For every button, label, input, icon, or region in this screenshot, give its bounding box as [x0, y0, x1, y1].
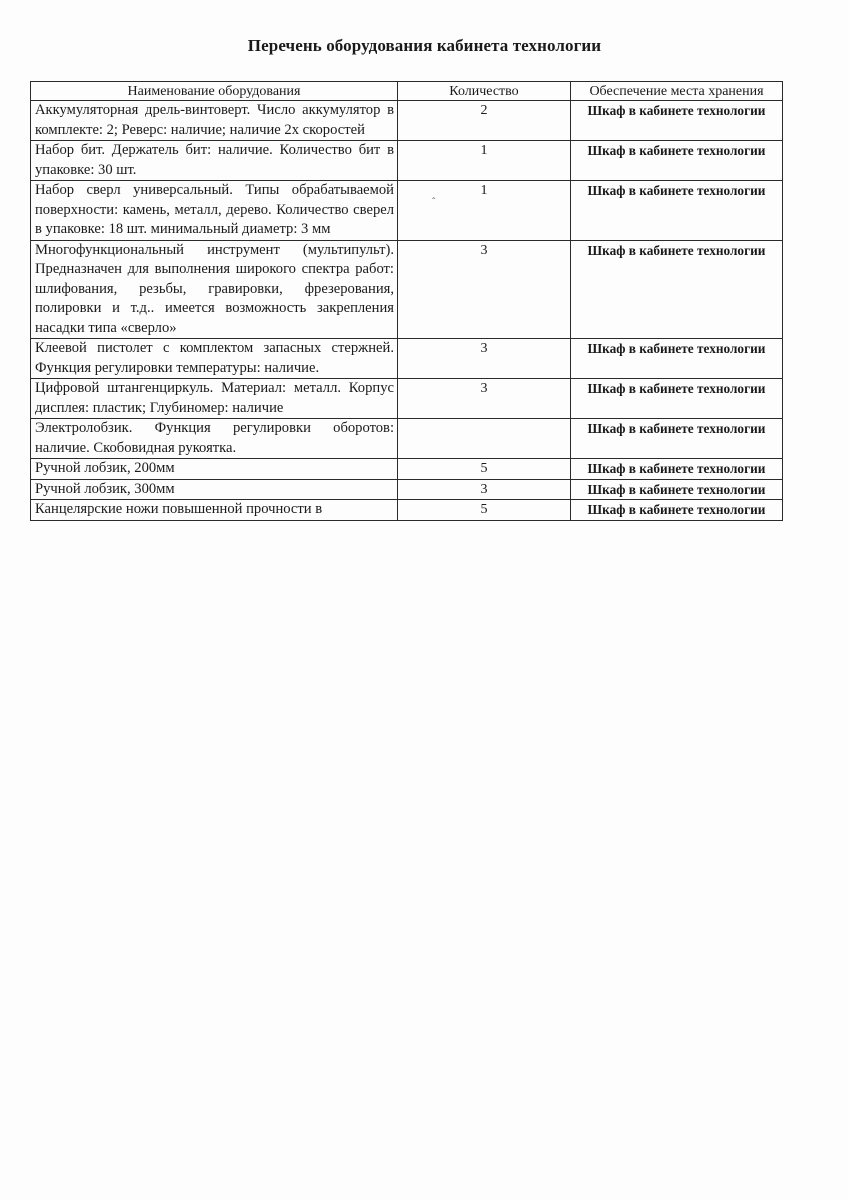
equipment-name-cell: Ручной лобзик, 300мм: [31, 479, 398, 500]
quantity-cell: 3: [398, 479, 571, 500]
equipment-name-cell: Канцелярские ножи повышенной прочности в: [31, 500, 398, 521]
equipment-name-cell: Аккумуляторная дрель-винтоверт. Число аккумулятор в комплекте: 2; Реверс: наличие; наличие 2х скоростей: [31, 101, 398, 141]
equipment-name-cell: Электролобзик. Функция регулировки оборотов: наличие. Скобовидная рукоятка.: [31, 419, 398, 459]
storage-cell: Шкаф в кабинете технологии: [571, 500, 783, 521]
table-row: [31, 181, 783, 241]
quantity-cell: 3: [398, 240, 571, 339]
storage-cell: Шкаф в кабинете технологии: [571, 379, 783, 419]
equipment-name-cell: Многофункциональный инструмент (мультипульт). Предназначен для выполнения широкого спектра работ: шлифования, резьбы, гравировки, фрезерования, полировки и т.д.. имеется возможность закрепления насадки типа «сверло»: [31, 240, 398, 339]
storage-cell: Шкаф в кабинете технологии: [571, 459, 783, 480]
table-row: [31, 419, 783, 459]
storage-cell: Шкаф в кабинете технологии: [571, 419, 783, 459]
table-row: [31, 339, 783, 379]
quantity-cell: 3: [398, 339, 571, 379]
storage-cell: Шкаф в кабинете технологии: [571, 141, 783, 181]
document-title: Перечень оборудования кабинета технологии: [247, 36, 602, 55]
equipment-name-cell: Набор сверл универсальный. Типы обрабатываемой поверхности: камень, металл, дерево. Количество сверел в упаковке: 18 шт. минимальный диаметр: 3 мм: [31, 181, 398, 241]
table-body: [31, 101, 783, 521]
quantity-cell: 5: [398, 459, 571, 480]
equipment-name-cell: Клеевой пистолет с комплектом запасных стержней. Функция регулировки температуры: наличие.: [31, 339, 398, 379]
table-row: [31, 240, 783, 339]
storage-cell: Шкаф в кабинете технологии: [571, 479, 783, 500]
table-row: [31, 379, 783, 419]
equipment-table: [30, 81, 783, 521]
table-header-row: [31, 82, 783, 101]
table-row: [31, 101, 783, 141]
header-quantity: Количество: [398, 82, 571, 101]
storage-cell: Шкаф в кабинете технологии: [571, 339, 783, 379]
table-row: [31, 500, 783, 521]
equipment-name-cell: Цифровой штангенциркуль. Материал: металл. Корпус дисплея: пластик; Глубиномер: наличие: [31, 379, 398, 419]
equipment-name-cell: Набор бит. Держатель бит: наличие. Количество бит в упаковке: 30 шт.: [31, 141, 398, 181]
quantity-cell: 2: [398, 101, 571, 141]
stray-pen-mark: ˆ: [432, 197, 436, 208]
quantity-cell: 1: [398, 181, 571, 241]
quantity-cell: 1: [398, 141, 571, 181]
quantity-cell: [398, 419, 571, 459]
header-name: Наименование оборудования: [31, 82, 398, 101]
quantity-cell: 3: [398, 379, 571, 419]
quantity-cell: 5: [398, 500, 571, 521]
table-row: [31, 479, 783, 500]
storage-cell: Шкаф в кабинете технологии: [571, 240, 783, 339]
table-row: [31, 141, 783, 181]
header-storage: Обеспечение места хранения: [571, 82, 783, 101]
equipment-table-container: [30, 81, 783, 596]
storage-cell: Шкаф в кабинете технологии: [571, 101, 783, 141]
storage-cell: Шкаф в кабинете технологии: [571, 181, 783, 241]
table-row: [31, 459, 783, 480]
equipment-name-cell: Ручной лобзик, 200мм: [31, 459, 398, 480]
